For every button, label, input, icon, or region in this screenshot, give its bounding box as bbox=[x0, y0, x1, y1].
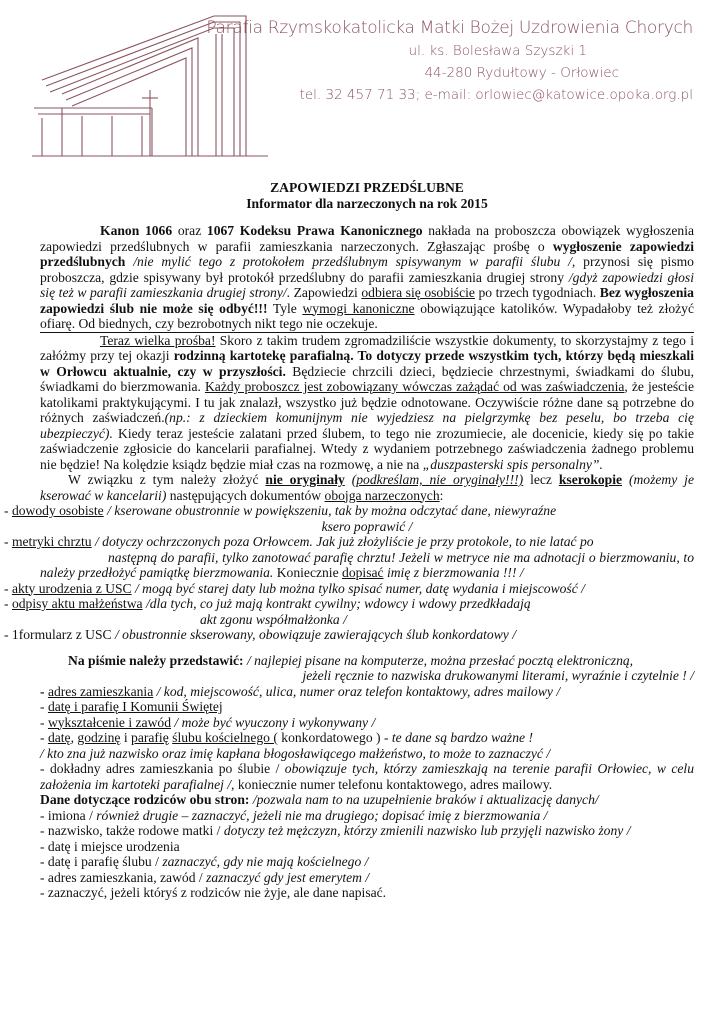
text-span: obowiązuje tych, którzy zamieszkają na terenie parafii Orłowiec, w celu założenia im kartoteki parafialnej /, bbox=[40, 761, 694, 792]
text-span: Koniecznie bbox=[273, 565, 343, 580]
text-span: Dane dotyczące rodziców obu stron: bbox=[40, 792, 250, 807]
text-span: parafię bbox=[131, 730, 169, 745]
text-span: - bbox=[40, 730, 48, 745]
text-span: zaznaczyć gdy jest emerytem / bbox=[206, 869, 370, 885]
list-item-note bbox=[40, 746, 694, 762]
text-span: również drugie – zaznaczyć, jeżeli nie ma drugiego; dopisać imię z bierzmowania / bbox=[96, 807, 548, 823]
paragraph-written bbox=[40, 653, 694, 669]
text-span: metryki chrztu bbox=[11, 534, 92, 549]
doc-subtitle: Informator dla narzeczonych na rok 2015 bbox=[246, 195, 488, 211]
text-span: zaznaczyć, gdy nie mają kościelnego / bbox=[162, 854, 369, 869]
text-span: Będziecie chrzcili dzieci, będziecie chrzestnymi, świadkami do ślubu, świadkami do bierzmowania. bbox=[40, 363, 694, 394]
text-span: Tyle bbox=[267, 300, 303, 316]
text-span: , że jesteście katolikami praktykującymi. I tu jak znalazł, wszystko już będzie odnotowane. Oczywiście różne dane są potrzebne do różnych zaświadczeń. bbox=[40, 379, 694, 425]
text-span: - bbox=[4, 534, 12, 549]
parish-street: ul. ks. Bolesława Szyszki 1 bbox=[408, 43, 587, 59]
list-item bbox=[4, 627, 694, 643]
text-span: - datę i miejsce urodzenia bbox=[40, 838, 180, 854]
list-item-cont bbox=[40, 612, 694, 628]
text-span: te dane są bardzo ważne ! bbox=[391, 730, 533, 745]
text-span: Teraz wielka prośba! bbox=[100, 332, 216, 348]
text-span: wykształcenie i zawód bbox=[47, 714, 171, 730]
text-span: nakłada na proboszcza obowiązek wygłoszenia zapowiedzi przedślubnych w parafii zamieszkania narzeczonych. Zgłaszając prośbę o bbox=[40, 223, 695, 254]
text-span: adres zamieszkania bbox=[47, 683, 154, 699]
text-span: - 1formularz z USC bbox=[4, 627, 112, 642]
text-span: - bbox=[40, 683, 48, 699]
text-span: akty urodzenia z USC bbox=[11, 580, 132, 596]
text-span: następujących dokumentów bbox=[166, 487, 325, 503]
text-span: obojga narzeczonych bbox=[324, 487, 440, 503]
text-span: (podkreślam, nie oryginały!!!) bbox=[351, 472, 524, 487]
text-span: . Zapowiedzi bbox=[286, 285, 362, 300]
doc-title: ZAPOWIEDZI PRZEDŚLUBNE bbox=[270, 180, 464, 195]
text-span: / kod, miejscowość, ulica, numer oraz telefon kontaktowy, adres mailowy / bbox=[153, 683, 561, 699]
text-span: / może być wyuczony i wykonywany / bbox=[171, 714, 376, 730]
text-span: (możemy je kserować w kancelarii) bbox=[40, 472, 694, 503]
list-item-cont bbox=[40, 519, 694, 535]
parish-name: Parafia Rzymskokatolicka Matki Bożej Uzdrowienia Chorych bbox=[206, 18, 693, 38]
text-span: ksero poprawić / bbox=[321, 518, 413, 534]
text-span: , bbox=[70, 730, 78, 745]
list-item bbox=[40, 870, 694, 886]
text-span: Bez wygłoszenia zapowiedzi ślub nie może się odbyć!!! bbox=[40, 285, 694, 316]
text-span: (np.: z dzieckiem komunijnym nie wyjedziesz na pielgrzymkę bez peselu, bo trzeba cię ubezpieczyć). bbox=[40, 410, 694, 441]
text-span: dotyczy też mężczyzn, którzy zmienili nazwisko lub przyjęli nazwisko żony / bbox=[223, 823, 631, 838]
parents-heading bbox=[40, 792, 694, 808]
text-span: - bbox=[4, 596, 12, 611]
text-span: wymogi kanoniczne bbox=[302, 300, 415, 316]
list-item bbox=[40, 761, 694, 792]
text-span: koniecznie numer telefonu kontaktowego, adres mailowy. bbox=[234, 776, 553, 792]
list-item bbox=[4, 596, 694, 612]
text-span: imię z bierzmowania !!! / bbox=[383, 565, 524, 580]
text-span: i bbox=[120, 730, 132, 745]
text-span bbox=[345, 472, 352, 487]
list-item bbox=[40, 823, 694, 839]
text-span: jeżeli ręcznie to nazwiska drukowanymi literami, wyraźnie i czytelnie ! / bbox=[302, 668, 694, 683]
text-span: - bbox=[4, 580, 12, 596]
text-span: - nazwisko, także rodowe matki / bbox=[40, 823, 224, 838]
text-span: / najlepiej pisane na komputerze, można przesłać pocztą elektroniczną, bbox=[243, 652, 634, 668]
text-span: /dla tych, co już mają kontrakt cywilny; wdowcy i wdowy przedkładają bbox=[142, 596, 531, 611]
text-span: /nie mylić tego z protokołem przedślubnym spisywanym w parafii ślubu /, bbox=[125, 254, 576, 269]
text-span: przynosi się pismo proboszcza, gdzie spisywany był protokół przedślubny do parafii zamieszkania drugiej strony bbox=[40, 254, 694, 285]
text-span: rodzinną kartotekę parafialną. To dotyczy przede wszystkim tych, którzy będą mieszkali w Orłowcu aktualnie, czy w przyszłości. bbox=[40, 348, 694, 379]
text-span: - datę i parafię ślubu / bbox=[40, 854, 163, 869]
text-span: wygłoszenie zapowiedzi przedślubnych bbox=[40, 238, 695, 269]
text-span: /gdyż zapowiedzi głosi się też w parafii zamieszkania drugiej strony/ bbox=[40, 269, 694, 300]
text-span: Skoro z takim trudem zgromadziliście wszystkie dokumenty, to skorzystajmy z tego i załóżmy przy tej okazji bbox=[40, 332, 695, 363]
text-span: - bbox=[40, 699, 48, 714]
text-span: Każdy proboszcz jest zobowiązany wówczas zażądać od was zaświadczenia bbox=[204, 379, 625, 394]
text-span: odpisy aktu małżeństwa bbox=[11, 596, 143, 611]
paragraph-request bbox=[40, 333, 694, 473]
list-item bbox=[40, 885, 694, 901]
document-body bbox=[4, 180, 695, 901]
list-item bbox=[4, 581, 694, 597]
text-span: lecz bbox=[523, 472, 559, 487]
paragraph-written-cont bbox=[40, 668, 694, 684]
text-span: następną do parafii, tylko zanotować parafię chrztu! Jeżeli w metryce nie ma adnotacji o bierzmowaniu, to należy przedłożyć pamiątkę bierzmowania. bbox=[40, 549, 694, 580]
text-span: W związku z tym należy złożyć bbox=[68, 472, 266, 487]
parish-contact: tel. 32 457 71 33; e-mail: orlowiec@katowice.opoka.org.pl bbox=[299, 87, 693, 103]
text-span: / kserowane obustronnie w powiększeniu, tak by można odczytać dane, niewyraźne bbox=[103, 503, 557, 518]
text-span: - bbox=[4, 503, 12, 518]
list-item bbox=[40, 715, 694, 731]
text-span: - zaznaczyć, jeżeli któryś z rodziców nie żyje, ale dane napisać. bbox=[40, 885, 387, 900]
text-span: godzinę bbox=[77, 730, 121, 745]
text-span: Kanon 1066 bbox=[100, 223, 173, 238]
text-span: / obustronnie skserowany, obowiązuje zawierających ślub konkordatowy / bbox=[111, 627, 516, 642]
list-item bbox=[40, 854, 694, 870]
text-span: dopisać bbox=[342, 565, 384, 580]
text-span: konkordatowego ) - bbox=[277, 730, 392, 745]
paragraph-canon bbox=[40, 223, 694, 332]
text-span: odbiera się osobiście bbox=[361, 285, 475, 300]
list-item bbox=[40, 730, 694, 746]
text-span: / mogą być starej daty lub można tylko spisać numer, datę wydania i miejscowość / bbox=[131, 580, 585, 596]
text-span: po trzech tygodniach. bbox=[474, 285, 600, 300]
text-span: oraz bbox=[172, 223, 207, 238]
text-span: 1067 Kodeksu Prawa Kanonicznego bbox=[206, 223, 423, 238]
list-item-cont bbox=[40, 550, 694, 581]
list-item bbox=[40, 684, 694, 700]
text-span: Kiedy teraz jesteście zalatani przed ślubem, to tego nie zrozumiecie, ale docenicie, kiedy się po takie zaświadczenie zgłosicie do kancelarii parafialnej. Wtedy z wydaniem potrzebnego zaświadczenia żadnego problemu nie będzie! Na kolędzie ksiądz będzie miał czas na rozmowę, a nie na bbox=[40, 425, 694, 472]
text-span: - dokładny adres zamieszkania po ślubie / bbox=[40, 761, 285, 776]
text-span: /pozwala nam to na uzupełnienie braków i aktualizację danych/ bbox=[249, 792, 599, 807]
text-span: „duszpasterski spis personalny”. bbox=[422, 456, 603, 472]
text-span: datę bbox=[47, 730, 71, 745]
text-span: ślubu kościelnego ( bbox=[172, 730, 278, 745]
text-span: kserokopie bbox=[558, 472, 623, 487]
text-span: - imiona / bbox=[40, 807, 97, 823]
text-span: nie oryginały bbox=[265, 472, 345, 487]
text-span: / kto zna już nazwisko oraz imię kapłana błogosławiącego małżeństwo, to może to zaznaczyć / bbox=[40, 745, 551, 761]
list-item bbox=[4, 503, 694, 519]
text-span: / dotyczy ochrzczonych poza Orłowcem. Jak już złożyliście je przy protokole, to nie latać po bbox=[91, 534, 594, 549]
list-item bbox=[4, 534, 694, 550]
list-item bbox=[40, 808, 694, 824]
text-span: - bbox=[40, 714, 48, 730]
paragraph-copies bbox=[40, 472, 694, 503]
text-span: Na piśmie należy przedstawić: bbox=[68, 652, 244, 668]
text-span: obowiązujące katolików. Wypadałoby też złożyć ofiarę. Od biednych, czy bezrobotnych nikt tego nie oczekuje. bbox=[40, 300, 695, 331]
text-span: - adres zamieszkania, zawód / bbox=[40, 869, 207, 885]
list-item bbox=[40, 839, 694, 855]
text-span: datę i parafię I Komunii Świętej bbox=[47, 699, 223, 714]
text-span: akt zgonu współmałżonka / bbox=[200, 611, 347, 627]
list-item bbox=[40, 699, 694, 715]
text-span: dowody osobiste bbox=[11, 503, 104, 518]
text-span: : bbox=[439, 487, 444, 503]
parish-city: 44-280 Rydułtowy - Orłowiec bbox=[424, 65, 619, 81]
